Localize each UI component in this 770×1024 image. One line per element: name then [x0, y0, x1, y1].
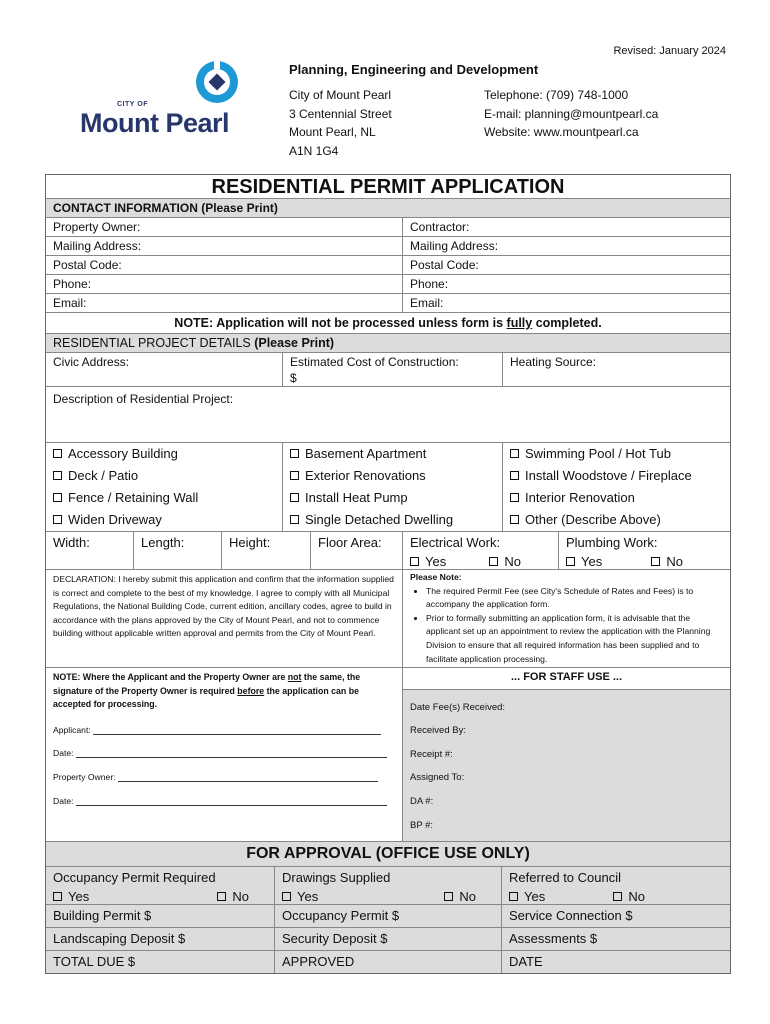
no-label: No [628, 889, 645, 904]
address-line: City of Mount Pearl [289, 88, 392, 102]
department-name: Planning, Engineering and Development [289, 62, 539, 77]
checkbox-icon[interactable] [510, 471, 519, 480]
checkbox-label: Accessory Building [68, 446, 178, 461]
floor-area-field[interactable]: Floor Area: [310, 532, 402, 569]
checkbox-icon[interactable] [53, 493, 62, 502]
contact-row [46, 236, 730, 255]
plumbing-no-option[interactable] [651, 552, 683, 569]
checkbox-swimming-pool[interactable] [502, 443, 730, 465]
signature-staff-row [46, 667, 730, 841]
occupancy-required-field [46, 867, 274, 904]
checkbox-label: Fence / Retaining Wall [68, 490, 199, 505]
contractor-phone-field[interactable]: Phone: [402, 275, 730, 293]
owner-mailing-address-field[interactable]: Mailing Address: [53, 239, 142, 253]
contractor-postal-code-field[interactable]: Postal Code: [402, 256, 730, 274]
property-owner-field[interactable]: Property Owner: [53, 220, 141, 234]
fees-row [46, 950, 730, 973]
staff-fields [403, 690, 730, 838]
form-title: RESIDENTIAL PERMIT APPLICATION [211, 176, 565, 198]
contractor-email-field[interactable]: Email: [402, 294, 730, 312]
description-field[interactable]: Description of Residential Project: [53, 392, 234, 406]
checkbox-label: Exterior Renovations [305, 468, 426, 483]
approval-heading-row [46, 841, 730, 866]
project-type-row [46, 487, 730, 509]
checkbox-icon[interactable] [510, 515, 519, 524]
no-label: No [232, 889, 249, 904]
drawings-yes-option[interactable] [282, 887, 318, 904]
occupancy-permit-fee-field[interactable]: Occupancy Permit $ [274, 905, 501, 927]
address-line: Mount Pearl, NL [289, 125, 376, 139]
project-type-row [46, 442, 730, 465]
checkbox-label: Widen Driveway [68, 512, 162, 527]
checkbox-icon[interactable] [509, 892, 518, 901]
form-title-row [46, 175, 730, 198]
checkbox-icon[interactable] [53, 892, 62, 901]
received-by-field[interactable]: Received By: [410, 725, 466, 737]
occupancy-yes-option[interactable] [53, 887, 89, 904]
logo-city-of: CITY OF [117, 101, 148, 108]
plumbing-work-field [558, 532, 730, 569]
staff-use-section [402, 668, 730, 841]
note-item: • The required Permit Fee (see City's Schedule of Rates and Fees) is to accompany the application form. [426, 585, 723, 612]
contact-heading: CONTACT INFORMATION (Please Print) [53, 201, 278, 215]
website: Website: www.mountpearl.ca [484, 125, 639, 139]
contact-row [46, 293, 730, 312]
date-label: Date: [53, 795, 74, 806]
checkbox-label: Basement Apartment [305, 446, 427, 461]
note-row [46, 312, 730, 333]
occupancy-no-option[interactable] [217, 887, 249, 904]
project-type-row [46, 465, 730, 487]
please-note-block [402, 570, 730, 667]
permit-form [45, 174, 731, 974]
checkbox-icon[interactable] [53, 449, 62, 458]
checkbox-icon[interactable] [282, 892, 291, 901]
property-owner-signature-line[interactable] [53, 771, 395, 785]
checkbox-icon[interactable] [613, 892, 622, 901]
referred-council-field [501, 867, 730, 904]
revised-date: Revised: January 2024 [613, 45, 726, 57]
completion-note [46, 313, 730, 333]
checkbox-deck-patio[interactable] [46, 465, 282, 487]
total-due-field[interactable]: TOTAL DUE $ [53, 954, 136, 969]
checkbox-single-detached-dwelling[interactable] [282, 509, 502, 531]
drawings-supplied-field [274, 867, 501, 904]
length-field[interactable]: Length: [133, 532, 221, 569]
checkbox-icon[interactable] [510, 493, 519, 502]
checkbox-icon[interactable] [53, 515, 62, 524]
signature-note-text: the application can be accepted for processing. [53, 685, 360, 710]
electrical-yes-option[interactable] [410, 552, 446, 569]
civic-address-field[interactable]: Civic Address: [53, 355, 130, 369]
yes-label: Yes [425, 554, 447, 569]
checkbox-accessory-building[interactable] [46, 443, 282, 465]
bp-number-field[interactable]: BP #: [410, 819, 434, 831]
no-label: No [504, 554, 521, 569]
checkbox-label: Interior Renovation [525, 490, 635, 505]
declaration-text: DECLARATION: I hereby submit this application and confirm that the information supplied is correct and complete to the best of my knowledge. I agree to comply with all Municipal Regulations, the National Building Code, current edition, ancillary codes, agree to build in accordance with the plans approved by the City of Mount Pearl, and not to commence building without applicable written approval and permits from the City of Mount Pearl. [53, 574, 394, 639]
date-fees-received-field[interactable]: Date Fee(s) Received: [410, 701, 506, 713]
email: E-mail: planning@mountpearl.ca [484, 106, 659, 121]
plumbing-yes-option[interactable] [566, 552, 602, 569]
checkbox-icon[interactable] [290, 493, 299, 502]
contractor-field[interactable]: Contractor: [402, 218, 730, 236]
note-text-end: completed. [532, 316, 602, 330]
address-cost-row [46, 352, 730, 386]
referred-council-label: Referred to Council [509, 870, 621, 885]
no-label: No [666, 554, 683, 569]
building-permit-fee-field[interactable]: Building Permit $ [53, 908, 152, 923]
city-logo-icon [195, 60, 239, 104]
checkbox-icon[interactable] [651, 557, 660, 566]
checkbox-label: Single Detached Dwelling [305, 512, 454, 527]
approval-heading: FOR APPROVAL (OFFICE USE ONLY) [246, 845, 530, 862]
owner-email-field[interactable]: Email: [53, 296, 87, 310]
checkbox-widen-driveway[interactable] [46, 509, 282, 531]
project-heading-please-print: (Please Print) [250, 336, 335, 350]
contact-block [484, 86, 658, 142]
no-label: No [459, 889, 476, 904]
checkbox-exterior-renovations[interactable] [282, 465, 502, 487]
applicant-label: Applicant: [53, 724, 91, 735]
council-no-option[interactable] [613, 887, 645, 904]
yes-label: Yes [581, 554, 603, 569]
checkbox-icon[interactable] [489, 557, 498, 566]
approval-date-field[interactable]: DATE [501, 951, 730, 973]
checkbox-interior-renovation[interactable] [502, 487, 730, 509]
address-line: 3 Centennial Street [289, 106, 392, 121]
project-type-row [46, 509, 730, 531]
service-connection-fee-field[interactable]: Service Connection $ [501, 905, 730, 927]
heating-source-field[interactable]: Heating Source: [502, 353, 730, 386]
council-yes-option[interactable] [509, 887, 545, 904]
plumbing-work-label: Plumbing Work: [566, 535, 658, 550]
applicant-date-line[interactable] [53, 747, 395, 761]
signature-note-not: not [287, 672, 302, 682]
drawings-supplied-label: Drawings Supplied [282, 870, 391, 885]
yes-label: Yes [524, 889, 546, 904]
signature-note-text: NOTE: Where the Applicant and the Property Owner are [53, 672, 288, 682]
applicant-signature-line[interactable] [53, 724, 395, 738]
checkbox-icon[interactable] [290, 449, 299, 458]
contact-row [46, 217, 730, 236]
note-text: NOTE: Application will not be processed unless form is [174, 316, 507, 330]
declaration-row [46, 569, 730, 667]
staff-use-heading: ... FOR STAFF USE ... [403, 668, 730, 690]
owner-date-line[interactable] [53, 795, 395, 809]
notes-list [410, 585, 723, 667]
da-number-field[interactable]: DA #: [410, 795, 434, 807]
dimensions-row [46, 531, 730, 569]
contact-row [46, 274, 730, 293]
checkbox-icon[interactable] [290, 471, 299, 480]
property-owner-label: Property Owner: [53, 771, 116, 782]
assigned-to-field[interactable]: Assigned To: [410, 772, 465, 784]
please-note-heading: Please Note: [410, 572, 462, 582]
checkbox-icon[interactable] [53, 471, 62, 480]
checkbox-install-heat-pump[interactable] [282, 487, 502, 509]
electrical-work-label: Electrical Work: [410, 535, 501, 550]
checkbox-label: Other (Describe Above) [525, 512, 661, 527]
fees-row [46, 927, 730, 950]
contact-heading-row [46, 198, 730, 217]
logo-name: Mount Pearl [80, 108, 230, 138]
note-item: • Prior to formally submitting an application form, it is advisable that the applicant set up an appointment to review the application with the Planning Division to ensure that all required information has been supplied and to facilitate application processing. [426, 612, 723, 666]
city-logo [80, 58, 256, 138]
approved-field[interactable]: APPROVED [274, 951, 501, 973]
checkbox-label: Install Woodstove / Fireplace [525, 468, 692, 483]
landscaping-deposit-field[interactable]: Landscaping Deposit $ [53, 931, 186, 946]
signature-note [53, 671, 395, 712]
yes-label: Yes [297, 889, 319, 904]
occupancy-required-label: Occupancy Permit Required [53, 870, 216, 885]
checkbox-label: Deck / Patio [68, 468, 139, 483]
checkbox-icon[interactable] [566, 557, 575, 566]
owner-postal-code-field[interactable]: Postal Code: [53, 258, 122, 272]
mailing-address-block [289, 86, 392, 160]
checkbox-icon[interactable] [410, 557, 419, 566]
checkbox-other[interactable] [502, 509, 730, 531]
address-line: A1N 1G4 [289, 143, 339, 158]
checkbox-icon[interactable] [217, 892, 226, 901]
checkbox-label: Install Heat Pump [305, 490, 408, 505]
description-row [46, 386, 730, 442]
checkbox-install-woodstove[interactable] [502, 465, 730, 487]
checkbox-fence-retaining-wall[interactable] [46, 487, 282, 509]
checkbox-icon[interactable] [444, 892, 453, 901]
contact-row [46, 255, 730, 274]
checkbox-icon[interactable] [510, 449, 519, 458]
drawings-no-option[interactable] [444, 887, 476, 904]
contractor-mailing-address-field[interactable]: Mailing Address: [402, 237, 730, 255]
electrical-no-option[interactable] [489, 552, 521, 569]
project-heading [46, 334, 730, 352]
project-heading-row [46, 333, 730, 352]
checkbox-basement-apartment[interactable] [282, 443, 502, 465]
width-field[interactable]: Width: [53, 535, 90, 550]
estimated-cost-label: Estimated Cost of Construction: [290, 355, 459, 369]
signature-note-before: before [237, 685, 265, 696]
security-deposit-field[interactable]: Security Deposit $ [274, 928, 501, 950]
dollar-sign: $ [290, 371, 297, 385]
note-fully: fully [506, 316, 533, 330]
owner-phone-field[interactable]: Phone: [53, 277, 92, 291]
receipt-number-field[interactable]: Receipt #: [410, 748, 453, 760]
checkbox-label: Swimming Pool / Hot Tub [525, 446, 671, 461]
date-label: Date: [53, 748, 74, 759]
checkbox-icon[interactable] [290, 515, 299, 524]
approval-checks-row [46, 866, 730, 904]
fees-row [46, 904, 730, 927]
electrical-work-field [402, 532, 558, 569]
telephone: Telephone: (709) 748-1000 [484, 88, 629, 102]
height-field[interactable]: Height: [221, 532, 310, 569]
assessments-field[interactable]: Assessments $ [501, 928, 730, 950]
yes-label: Yes [68, 889, 90, 904]
signature-note-text: the same, the signature of the Property Owner is required [53, 672, 361, 696]
project-heading-text: RESIDENTIAL PROJECT DETAILS [53, 336, 251, 350]
signature-section [46, 668, 402, 841]
estimated-cost-field[interactable] [282, 353, 502, 386]
